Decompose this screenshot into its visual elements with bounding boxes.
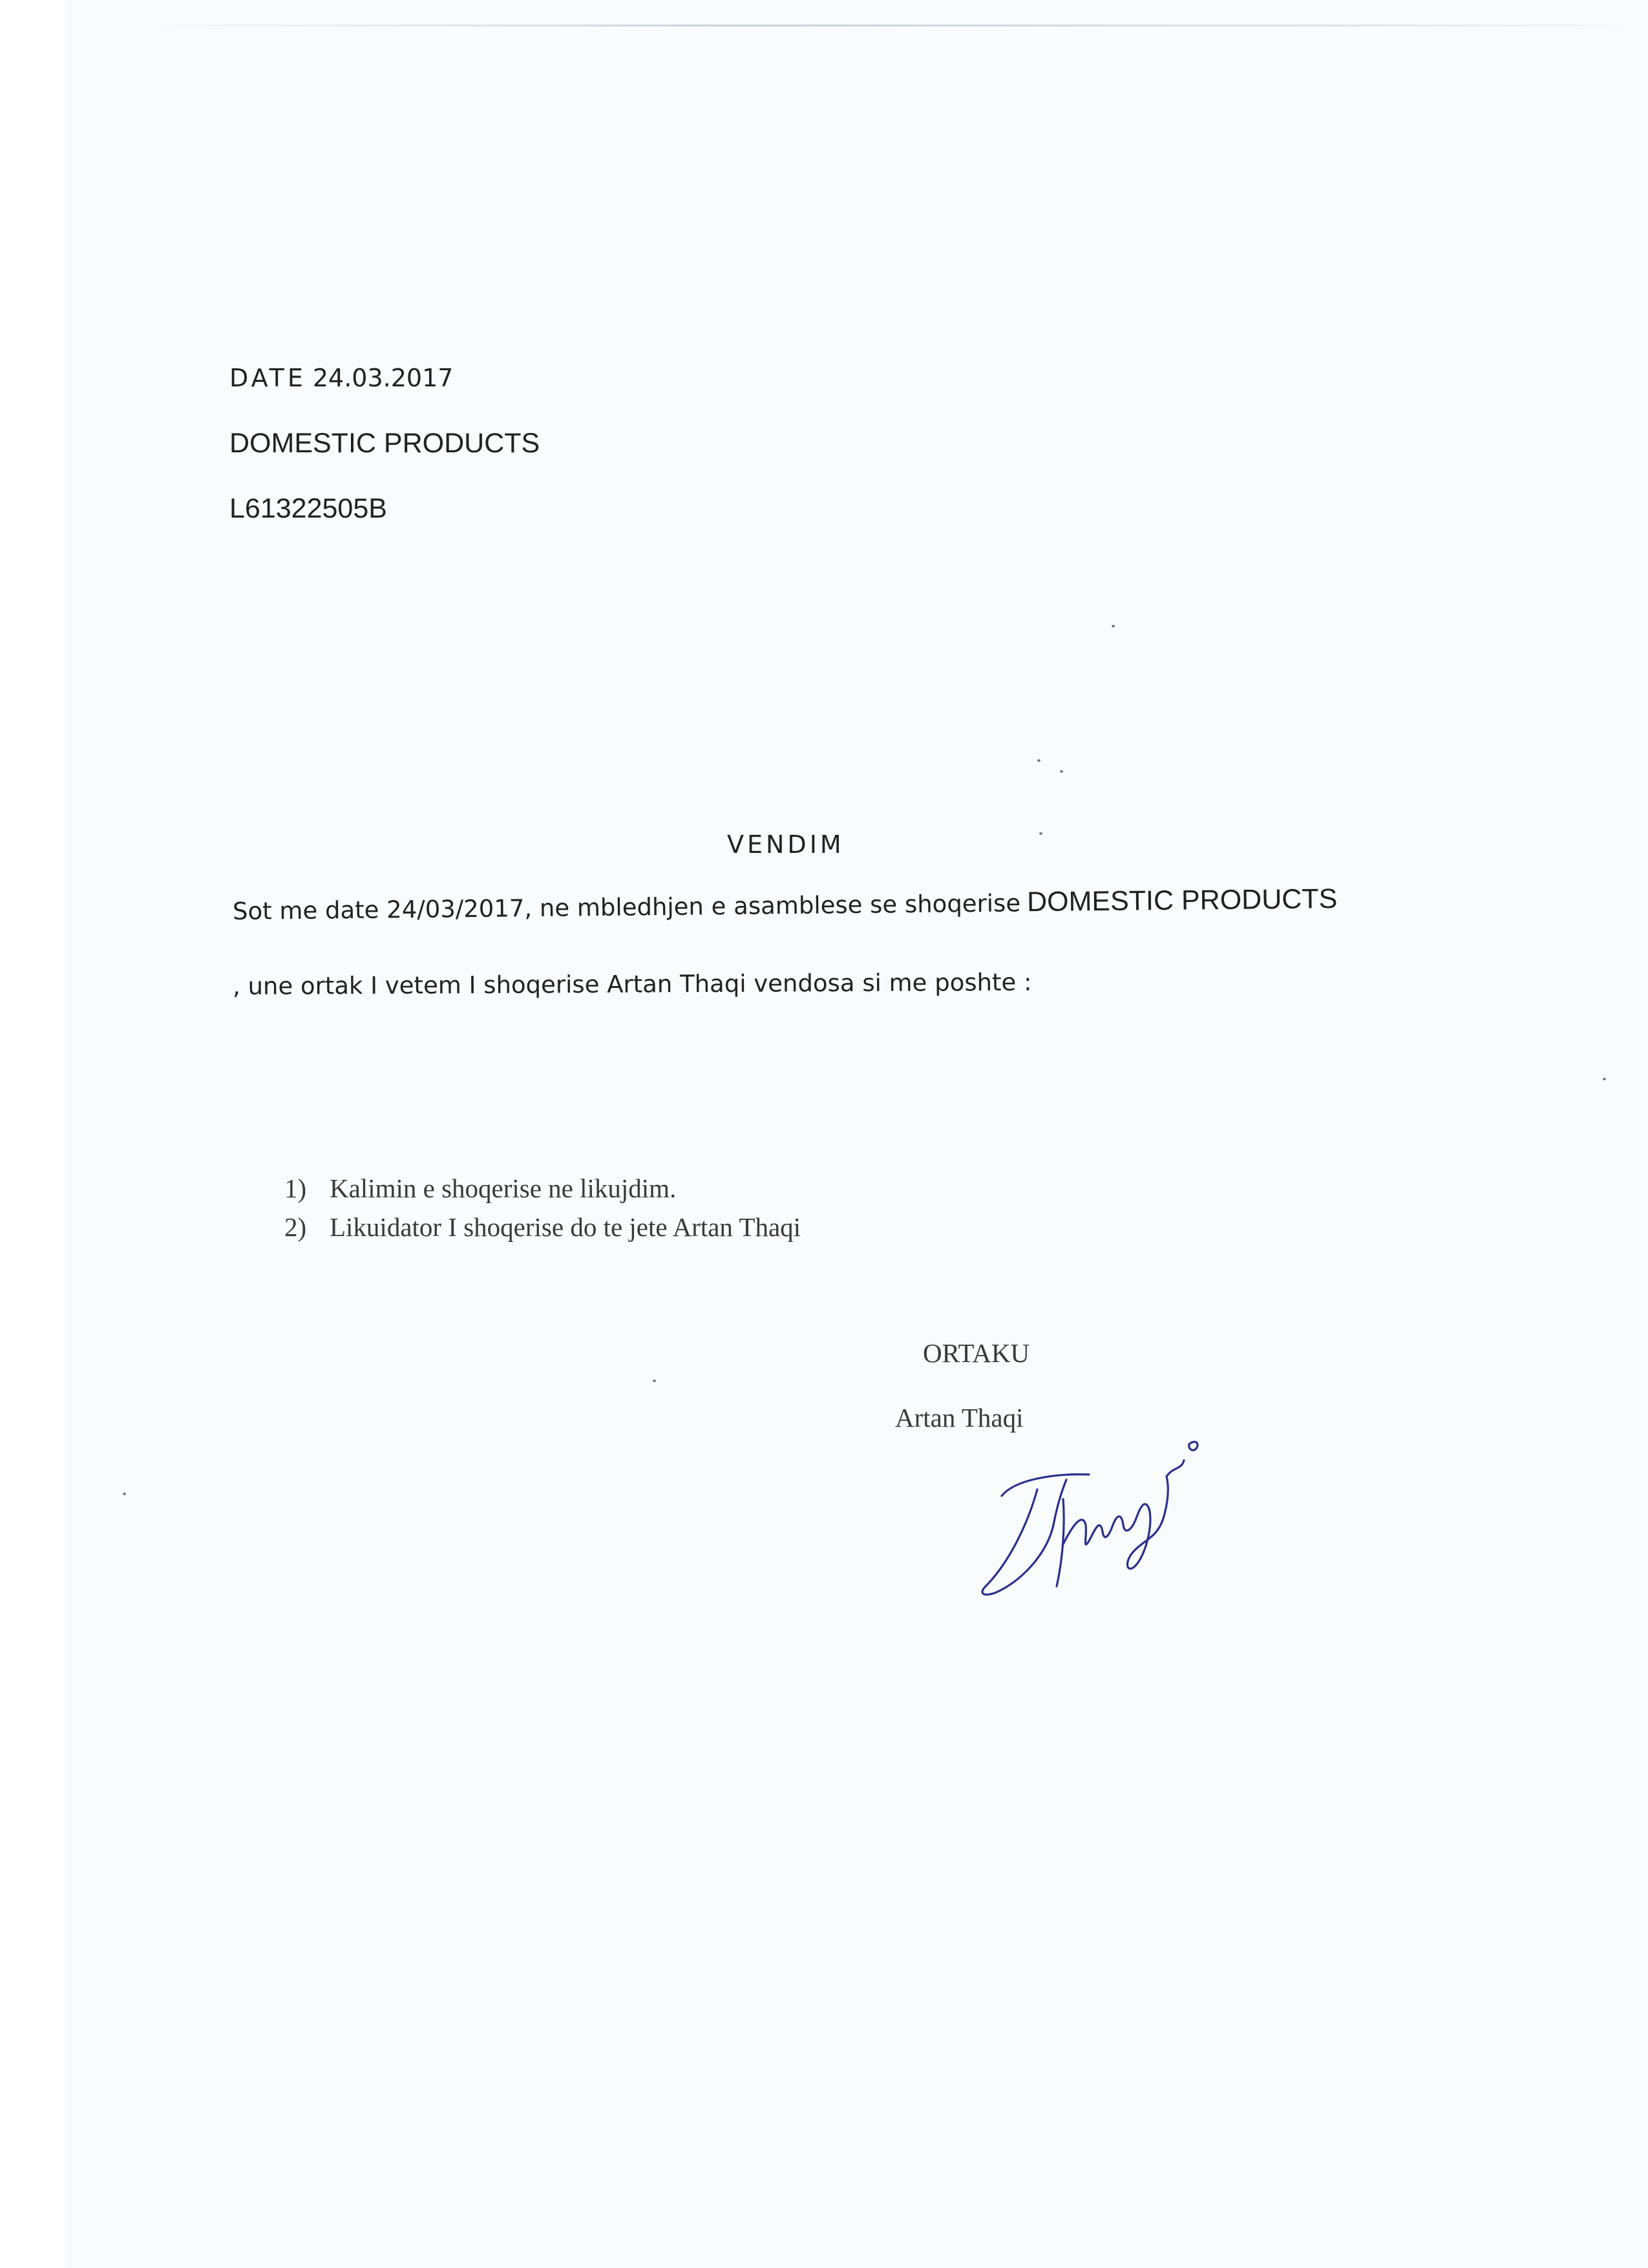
- scan-speck: [123, 1493, 126, 1495]
- company-name: DOMESTIC PRODUCTS: [229, 428, 540, 459]
- signer-role: ORTAKU: [923, 1338, 1030, 1368]
- decision-item-text: Kalimin e shoqerise ne likujdim.: [330, 1173, 677, 1203]
- decision-item: [284, 1173, 676, 1204]
- decision-text-line-1-main: Sot me date 24/03/2017, ne mbledhjen e asamblese se shoqerise: [232, 889, 1021, 925]
- company-nipt: L61322505B: [229, 493, 387, 524]
- scan-speck: [1060, 770, 1063, 773]
- decision-item-number: 1): [284, 1173, 307, 1203]
- document-title: VENDIM: [727, 830, 845, 859]
- decision-text-line-1: [233, 883, 1338, 927]
- decision-item-text: Likuidator I shoqerise do te jete Artan Thaqi: [330, 1212, 801, 1242]
- signer-name: Artan Thaqi: [895, 1403, 1024, 1433]
- scan-speck: [653, 1380, 656, 1382]
- handwritten-signature: [976, 1428, 1254, 1602]
- scan-top-edge: [129, 25, 1648, 26]
- decision-text-line-2: , une ortak I vetem I shoqerise Artan Thaqi vendosa si me poshte :: [232, 968, 1032, 1000]
- scan-speck: [1603, 1078, 1606, 1080]
- date-label: DATE: [229, 364, 306, 392]
- date-value: 24.03.2017: [312, 364, 454, 392]
- scan-speck: [1039, 832, 1042, 835]
- scan-speck: [1112, 625, 1115, 627]
- scan-margin: [0, 0, 65, 2268]
- decision-item: [284, 1212, 801, 1243]
- scan-speck: [1037, 759, 1041, 762]
- decision-item-number: 2): [284, 1212, 307, 1242]
- decision-company-name: DOMESTIC PRODUCTS: [1026, 883, 1338, 918]
- date-line: [229, 364, 453, 392]
